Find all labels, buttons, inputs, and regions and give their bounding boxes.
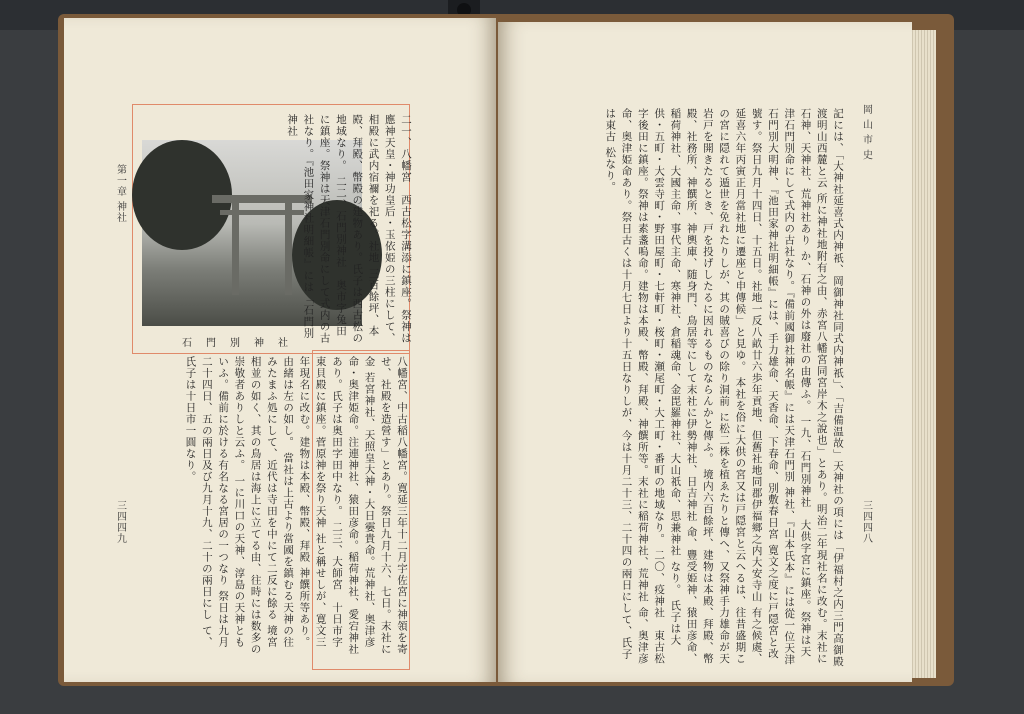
text-column: 有之候處、延喜六年丙寅正月當社地に遷座と申傳候」と見ゆ。	[734, 108, 763, 665]
text-column: て、氏子は十日市一圓なり。	[184, 356, 213, 648]
torii-beam	[212, 195, 312, 203]
left-running-header: 第一章 神社	[114, 164, 126, 224]
text-column: 記には、「大神社延喜式内神祇、岡御神社同式内神祇」、「吉備温故」天神社の項には「伊福村之内三門高御殿渡明山西麓と云	[815, 108, 844, 668]
text-column: 若宮神社、天照皇大神・大日孁貴命。荒神社、奥津彦命・奥津姫命。注連神社、猿田彦命。稲荷神社、愛宕神社	[347, 356, 376, 655]
photo-caption: 石門別神社	[182, 338, 302, 349]
text-column: 命、豐受姫神、猿田彦命、稲荷神社、大國主命、事代主命、寒神社、倉稲魂命、金毘羅神社、大山祇命、思兼神社	[669, 108, 698, 665]
text-column: 社と稱せしが、寛文三年現名に改む。建物は本殿、幣殿、拜殿	[298, 356, 327, 648]
text-column: 神社	[286, 114, 299, 137]
text-column: か、石神の外は廢社の由傳ふ。	[799, 250, 812, 412]
text-column: 二〇、疫神社 東古松字後田に鎮座。祭神は素盞嗚命。建物は本殿、幣殿、拜殿、神饌所等。末社に稲荷神社、荒神社	[636, 108, 666, 665]
right-page-number: 三四四八	[860, 500, 872, 544]
text-column: 境内六百餘坪、建物は本殿、拜殿、幣殿、社務所、神饌所、神輿庫、随身門、鳥居等にして末社に伊勢神社、日吉神社	[685, 108, 714, 665]
text-column: 松なり。	[604, 146, 617, 193]
text-column: に松二株を植ゑたりと傳へ、又祭神手力雄命が天岩戸を開きたるとき、戸を投げしたるに因れるものならんかと傳ふ。	[701, 108, 731, 665]
text-column: 寛文之度に戸隠宮と改號す。祭日九月十四日、十五日。社地一反八畝廿六歩年貢地、但舊社地同郡伊福鄉之内大安寺山	[750, 108, 779, 660]
text-column: あり。氏子は奥田字田中なり。	[330, 356, 343, 517]
text-column: 二一、八幡宮 西古松字溝添に鎮座。祭神は應神天皇・神功皇后・玉依姫の三柱にして、相殿に武内宿禰を祀る。社地	[367, 114, 412, 344]
text-column: 當社は上古より當國を鎮むる天神の往みたまふ処にして、近代は寺田を中にて二反に餘る	[265, 356, 295, 648]
left-page-number: 三四四九	[114, 500, 126, 544]
text-column: 氏子は大供・五町・大雲寺町・野田屋町・七軒町・桜町・瀬尾町・大工町・番町の地域なり。	[653, 108, 682, 646]
text-column: 境宮相並の如く、其の鳥居は海上に立てる由、往時には数多の崇敬者ありしと云ふ。	[233, 356, 278, 655]
right-running-header: 岡 山 市 史	[860, 104, 872, 161]
torii-pillar	[232, 200, 239, 295]
left-text-bottom	[140, 356, 410, 656]
text-column: 一九、石門別神社 大供字宮に鎮座。祭神は天津石門別命にして式内の古社なり。『備前國御社神名帳』には天津石門別	[783, 108, 812, 658]
text-column: 八幡宮、中古稲八幡宮。寛延三年十二月宇佐宮に神領を寄せ、社殿を造營す」とあり。祭日九月十六、七日。末社に金	[363, 356, 408, 655]
torii-pillar	[285, 200, 292, 295]
text-column: 神社、『山本氏本』には從一位天津石門別大明神、『池田家神社明細帳』には、手力雄命、天香命、下春命、別敷春日宮	[766, 108, 796, 666]
text-column: 本社を俗に大供の宮又は戸隠宮と云へるは、往昔盛期この宮に隠れて遁世を免れたりしが、其の賊喜びの除り洞前	[718, 108, 747, 665]
text-column: 一に川口の天神、淳島の天神ともいふ。備前に於ける有名なる宮居の一つなり	[217, 356, 246, 648]
text-column: なり。	[669, 560, 682, 596]
text-column: 二三、大師宮 十日市字東貝殿に鎮座。菅原神を祭り天神	[314, 356, 343, 648]
page-edges	[910, 30, 936, 678]
text-column: 所に神社地附有之由、赤宮八幡宮同宮岸木之說也」とあり。明治二年現社名に改む。末社に石神、天神社、荒神社あり	[799, 108, 828, 665]
text-column: 命、奥津彦命、奥津姫命あり。祭日古くは十月七日より十五日なりしが、今は十月二十三、二十四の兩日にして、氏子は東古	[604, 108, 649, 665]
right-text	[520, 108, 846, 668]
text-column: 祭日は九月二十四日、五の兩日及び九月十九、二十の兩日にし	[200, 356, 230, 648]
left-text-top	[286, 114, 414, 344]
text-column: 神饌所等あり。由緒は左の如し。	[282, 356, 311, 648]
text-column: 二二、石門別神社 奥市字兔田に鎮座。祭神は天津石門別命にして式内の古社なり。『池田家神社明細帳』には「石門別	[302, 114, 347, 344]
text-column: 三百餘坪、本殿、拜殿、幣殿の建物あり。氏子は西古松の地域なり。	[334, 114, 380, 344]
